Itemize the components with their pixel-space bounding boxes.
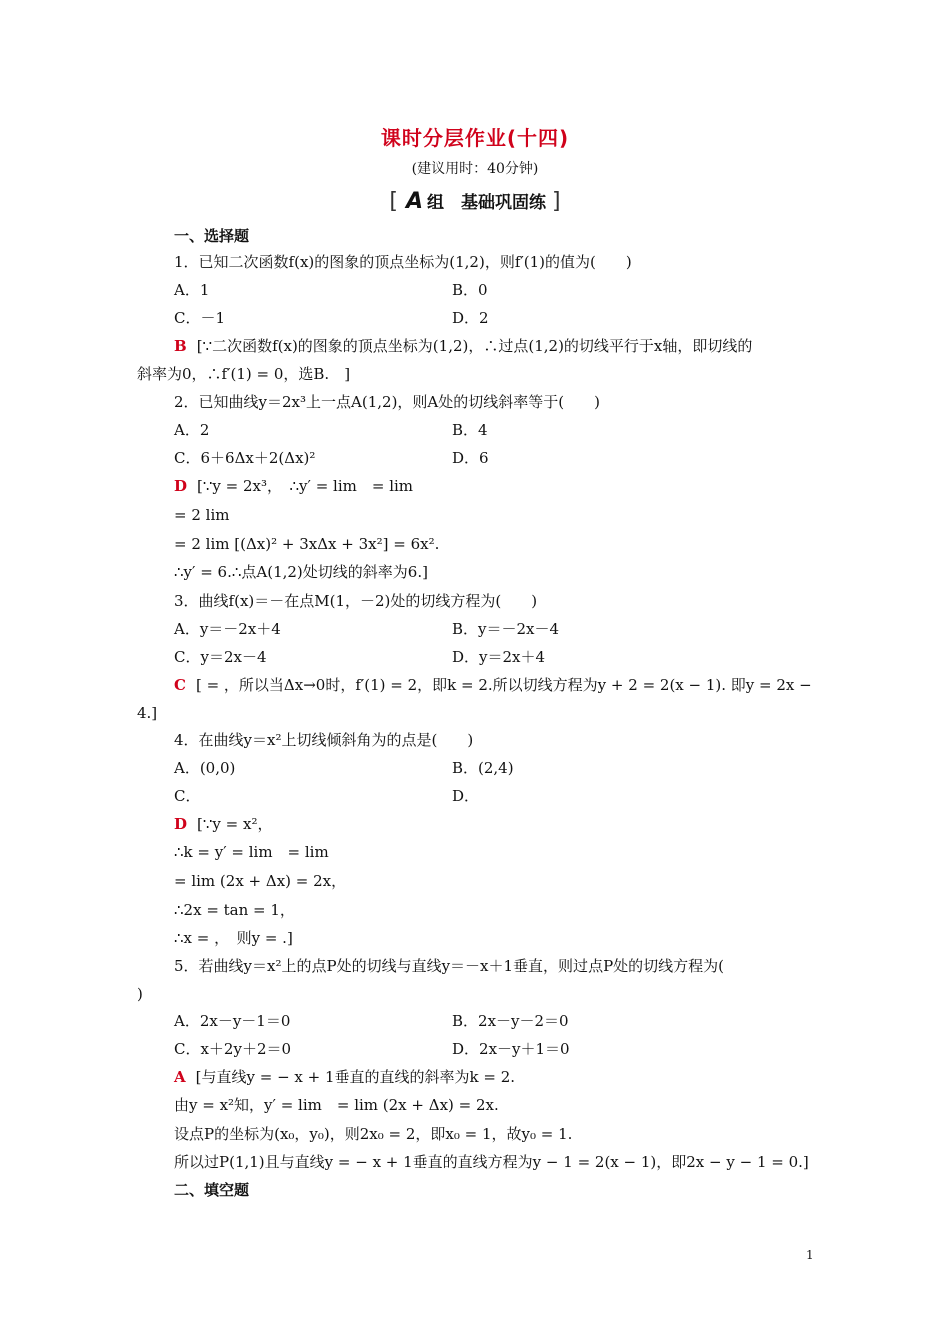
group-letter: A bbox=[405, 189, 424, 214]
q3-stem: 3．曲线f(x)＝－在点M(1，－2)处的切线方程为( ) bbox=[174, 592, 538, 610]
group-bracket-right: ] bbox=[552, 189, 561, 214]
q2-option-b: B．4 bbox=[452, 421, 488, 439]
q5-option-a: A．2x－y－1＝0 bbox=[174, 1012, 291, 1030]
q5-option-b: B．2x－y－2＝0 bbox=[452, 1012, 569, 1030]
q4-solution-line-4: ∴2x = tan = 1， bbox=[174, 901, 295, 919]
q5-solution-line-4: 所以过P(1,1)且与直线y = − x + 1垂直的直线方程为y − 1 = 2(x − 1)，即2x − y − 1 = 0.] bbox=[174, 1153, 809, 1171]
q5-solution-line-1 bbox=[174, 1067, 515, 1087]
q3-answer: C bbox=[174, 676, 186, 694]
q2-solution-line-3: = 2 lim [(Δx)² + 3xΔx + 3x²] = 6x². bbox=[174, 535, 440, 553]
q2-stem: 2．已知曲线y＝2x³上一点A(1,2)，则A处的切线斜率等于( ) bbox=[174, 393, 600, 411]
q4-answer: D bbox=[174, 815, 188, 833]
q4-solution-line-5: ∴x = ， 则y = .] bbox=[174, 929, 293, 947]
q5-solution-line-2: 由y = x²知，y′ = lim = lim (2x + Δx) = 2x. bbox=[174, 1096, 499, 1114]
section-heading-fill: 二、填空题 bbox=[174, 1181, 250, 1199]
q3-option-c: C．y＝2x－4 bbox=[174, 648, 267, 666]
q2-option-a: A．2 bbox=[174, 421, 210, 439]
q4-stem: 4．在曲线y＝x²上切线倾斜角为的点是( ) bbox=[174, 731, 474, 749]
q4-solution-line-2: ∴k = y′ = lim = lim bbox=[174, 843, 329, 861]
q3-option-b: B．y＝－2x－4 bbox=[452, 620, 560, 638]
q1-stem: 1．已知二次函数f(x)的图象的顶点坐标为(1,2)，则f′(1)的值为( ) bbox=[174, 253, 632, 271]
q1-solution-line-2: 斜率为0，∴f′(1) = 0，选B. ] bbox=[137, 365, 351, 383]
q4-option-d: D． bbox=[452, 787, 480, 805]
q2-option-d: D．6 bbox=[452, 449, 489, 467]
q5-option-c: C．x＋2y＋2＝0 bbox=[174, 1040, 292, 1058]
q1-solution-text-1: [∵二次函数f(x)的图象的顶点坐标为(1,2)，∴过点(1,2)的切线平行于x轴，即切线的 bbox=[196, 337, 753, 355]
q2-solution-text-1: [∵y = 2x³， ∴y′ = lim = lim bbox=[197, 477, 414, 495]
q1-solution-line-1 bbox=[174, 336, 752, 356]
q5-solution-line-3: 设点P的坐标为(x₀，y₀)，则2x₀ = 2，即x₀ = 1，故y₀ = 1. bbox=[174, 1125, 573, 1143]
q3-solution-text-1: [ = ，所以当Δx→0时，f′(1) = 2，即k = 2.所以切线方程为y + 2 = 2(x − 1). 即y = 2x − bbox=[195, 676, 812, 694]
time-suggestion: (建议用时：40分钟) bbox=[411, 161, 539, 177]
q3-solution-line-2: 4.] bbox=[137, 704, 158, 722]
q5-option-d: D．2x－y＋1＝0 bbox=[452, 1040, 570, 1058]
q4-option-b: B．(2,4) bbox=[452, 759, 514, 777]
q5-answer: A bbox=[174, 1068, 186, 1086]
q1-option-c: C．－1 bbox=[174, 309, 226, 327]
q4-option-c: C． bbox=[174, 787, 201, 805]
q4-solution-line-3: = lim (2x + Δx) = 2x， bbox=[174, 872, 347, 890]
q2-option-c: C．6＋6Δx＋2(Δx)² bbox=[174, 449, 316, 467]
q2-answer: D bbox=[174, 477, 188, 495]
q1-option-a: A．1 bbox=[174, 281, 210, 299]
q1-answer: B bbox=[174, 337, 187, 355]
q2-solution-line-2: = 2 lim bbox=[174, 506, 230, 524]
group-heading bbox=[0, 188, 950, 214]
q3-option-d: D．y＝2x＋4 bbox=[452, 648, 546, 666]
q5-stem-continued: ) bbox=[137, 985, 143, 1003]
q3-solution-line-1 bbox=[174, 675, 812, 695]
q1-option-d: D．2 bbox=[452, 309, 489, 327]
q3-option-a: A．y＝－2x＋4 bbox=[174, 620, 281, 638]
page-number: 1 bbox=[806, 1248, 814, 1262]
q5-stem: 5．若曲线y＝x²上的点P处的切线与直线y＝－x＋1垂直，则过点P处的切线方程为( bbox=[174, 957, 725, 975]
q4-solution-text-1: [∵y = x²， bbox=[197, 815, 273, 833]
q4-option-a: A．(0,0) bbox=[174, 759, 236, 777]
q2-solution-line-1 bbox=[174, 476, 413, 496]
group-bracket-left: [ bbox=[389, 189, 398, 214]
q2-solution-line-4: ∴y′ = 6.∴点A(1,2)处切线的斜率为6.] bbox=[174, 563, 428, 581]
q5-solution-text-1: [与直线y = − x + 1垂直的直线的斜率为k = 2. bbox=[195, 1068, 516, 1086]
group-label: 组 基础巩固练 bbox=[427, 193, 547, 213]
q1-option-b: B．0 bbox=[452, 281, 488, 299]
section-heading-choice: 一、选择题 bbox=[174, 227, 250, 245]
page-title: 课时分层作业(十四) bbox=[380, 126, 570, 150]
q4-solution-line-1 bbox=[174, 814, 272, 834]
